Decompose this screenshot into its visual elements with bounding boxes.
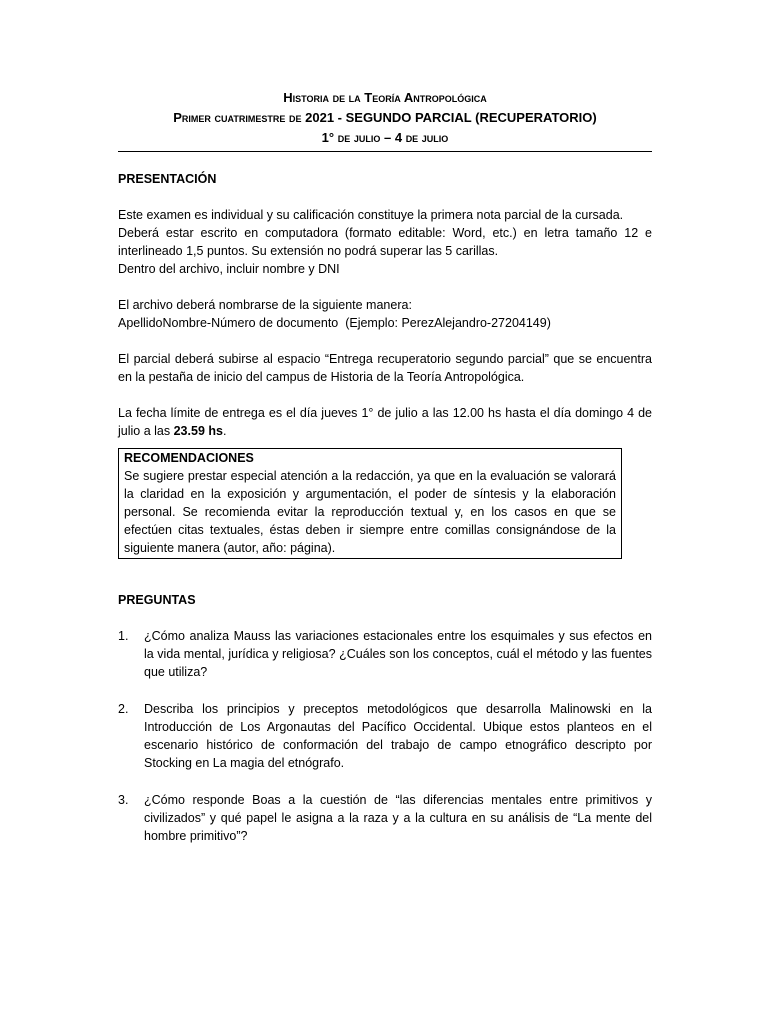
presentacion-p2-line1: El archivo deberá nombrarse de la siguiente manera: [118,298,412,312]
header-divider [118,151,652,152]
question-item [118,700,652,772]
presentacion-p4 [118,404,652,440]
question-text: ¿Cómo responde Boas a la cuestión de “las diferencias mentales entre primitivos y civilizados” y qué papel le asigna a la raza y a la cultura en su análisis de “La mente del hombre primitivo”? [144,793,652,843]
preguntas-title: PREGUNTAS [118,593,196,607]
presentacion-p3: El parcial deberá subirse al espacio “Entrega recuperatorio segundo parcial” que se encuentra en la pestaña de inicio del campus de Historia de la Teoría Antropológica. [118,352,652,384]
date-end-day: – 4 [383,130,403,145]
deadline-period: . [222,424,227,438]
presentacion-p1-line2: Deberá estar escrito en computadora (formato editable: Word, etc.) en letra tamaño 12 e interlineado 1,5 puntos. Su extensión no podrá superar las 5 carillas. [118,226,652,258]
question-text: ¿Cómo analiza Mauss las variaciones estacionales entre los esquimales y sus efectos en la vida mental, jurídica y religiosa? ¿Cuáles son los conceptos, cuál el método y las fuentes que utiliza? [144,629,652,679]
recomendaciones-box [118,448,622,559]
term-label: Primer cuatrimestre de [173,110,302,125]
presentacion-paragraph-4 [118,404,652,440]
course-title [118,88,652,108]
presentacion-paragraph-2 [118,296,652,332]
recomendaciones-text: Se sugiere prestar especial atención a la redacción, ya que en la evaluación se valorará la claridad en la exposición y argumentación, el poder de síntesis y la elaboración personal. Se recomienda evitar la reproducción textual y, en los casos en que se efectúen citas textuales, éstas deben ir siempre entre comillas consignándose de la siguiente manera (autor, año: página). [124,469,616,555]
exam-title [118,108,652,128]
deadline-time: 23.59 hs [173,424,223,438]
presentacion-paragraph-1 [118,206,652,278]
question-item [118,791,652,845]
questions-list [118,627,652,845]
presentacion-p2-line2: ApellidoNombre-Número de documento (Ejemplo: PerezAlejandro-27204149) [118,316,551,330]
recomendaciones-title: RECOMENDACIONES [124,451,254,465]
question-number: 3. [118,793,129,807]
date-end-month: de julio [405,130,449,145]
exam-dates [118,128,652,148]
presentacion-paragraph-3 [118,350,652,386]
presentacion-title: PRESENTACIÓN [118,172,217,186]
question-number: 2. [118,702,129,716]
document-page [118,88,652,864]
deadline-text: La fecha límite de entrega es el día jueves 1° de julio a las 12.00 hs hasta el día domingo 4 de julio a las [118,406,652,438]
presentacion-p1-line1: Este examen es individual y su calificación constituye la primera nota parcial de la cursada. [118,208,624,222]
exam-name: 2021 - SEGUNDO PARCIAL (RECUPERATORIO) [305,110,597,125]
course-title-text: Historia de la Teoría Antropológica [283,90,487,105]
question-item [118,627,652,681]
document-header [118,88,652,148]
question-text: Describa los principios y preceptos metodológicos que desarrolla Malinowski en la Introducción de Los Argonautas del Pacífico Occidental. Ubique estos planteos en el escenario histórico de conformación del trabajo de campo etnográfico descripto por Stocking en La magia del etnógrafo. [144,702,652,770]
presentacion-p1-line3: Dentro del archivo, incluir nombre y DNI [118,262,340,276]
question-number: 1. [118,629,129,643]
date-start-month: de julio [337,130,381,145]
date-start-day: 1° [321,130,335,145]
